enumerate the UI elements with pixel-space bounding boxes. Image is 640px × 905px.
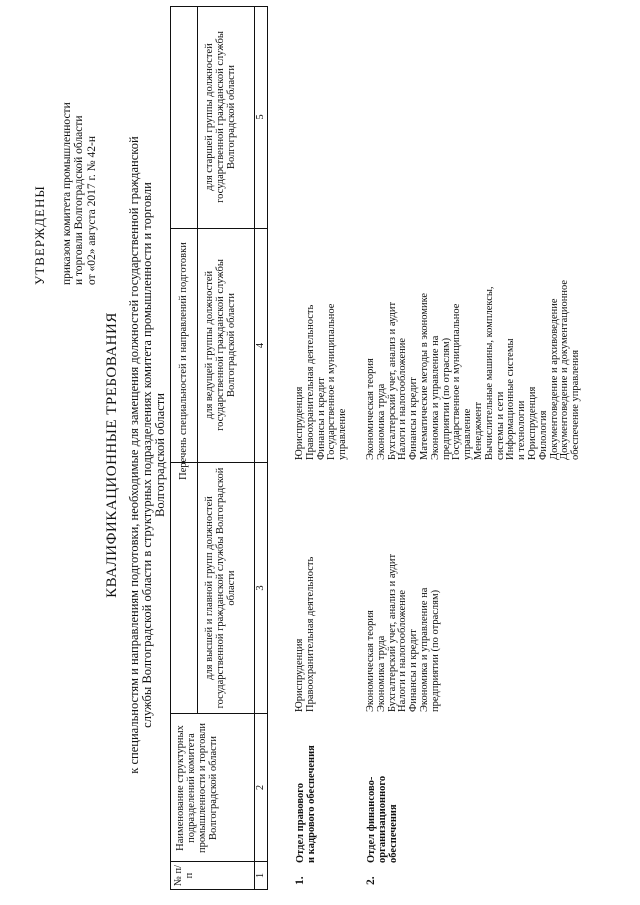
specialty-item: Налоги и налогообложение bbox=[397, 337, 409, 460]
specialty-item: Экономика и управление на bbox=[429, 335, 441, 460]
specialty-item: и технологии bbox=[516, 400, 528, 460]
row-col3-specialties bbox=[366, 554, 442, 712]
specialty-item: Экономическая теория bbox=[365, 610, 376, 712]
header-col3: для высшей и главной групп должностей государственной гражданской службы Волгоградской области bbox=[204, 467, 237, 709]
specialty-item: Юриспруденция bbox=[294, 638, 305, 712]
specialty-item: Экономика и управление на bbox=[418, 587, 430, 712]
row-number: 2. bbox=[365, 876, 377, 885]
division-name-line: Отдел финансово- bbox=[366, 776, 377, 863]
approval-line: и торговли Волгоградской области bbox=[73, 115, 85, 285]
specialty-item: Юриспруденция bbox=[294, 386, 305, 460]
approval-line: приказом комитета промышленности bbox=[60, 102, 73, 285]
row-division-name bbox=[295, 713, 317, 863]
column-divider bbox=[171, 713, 267, 714]
specialty-item: Правоохранительная деятельность bbox=[304, 304, 316, 460]
division-name-line: Отдел правового bbox=[295, 782, 306, 863]
specialty-item: Государственное и муниципальное bbox=[326, 303, 338, 460]
header-spec-group: Перечень специальностей и направлений подготовки bbox=[178, 242, 189, 480]
division-name-line: организационного bbox=[377, 775, 388, 863]
row-col3-specialties bbox=[295, 557, 317, 712]
specialty-item: Филология bbox=[537, 410, 549, 460]
specialty-item: Информационные системы bbox=[505, 338, 517, 460]
specialty-item: Финансы и кредит bbox=[408, 377, 420, 460]
subtitle-line: службы Волгоградской области в структурных подразделениях комитета промышленности и торговли bbox=[140, 182, 154, 728]
row-divider bbox=[197, 7, 198, 714]
col-number: 4 bbox=[255, 342, 266, 349]
specialty-item: Налоги и налогообложение bbox=[397, 589, 409, 712]
specialty-item: Юриспруденция bbox=[526, 386, 538, 460]
row-col4-specialties bbox=[366, 280, 582, 460]
specialty-item: обеспечение управления bbox=[570, 349, 582, 460]
header-num: № п/п bbox=[173, 864, 195, 887]
header-division: Наименование структурных подразделений комитета промышленности и торговли Волгоградской области bbox=[175, 723, 219, 854]
division-name-line: и кадрового обеспечения bbox=[306, 745, 317, 863]
row-division-name bbox=[366, 713, 399, 863]
specialty-item: Экономика труда bbox=[375, 635, 387, 712]
specialty-item: Менеджмент bbox=[472, 401, 484, 460]
document-title: КВАЛИФИКАЦИОННЫЕ ТРЕБОВАНИЯ bbox=[104, 312, 120, 598]
document-subtitle bbox=[128, 105, 167, 805]
col-number: 5 bbox=[255, 114, 266, 120]
specialty-item: Экономическая теория bbox=[365, 358, 376, 460]
approval-line: от «02» августа 2017 г. № 42-н bbox=[85, 135, 98, 285]
specialty-item: предприятии (по отраслям) bbox=[429, 589, 441, 712]
specialty-item: Финансы и кредит bbox=[408, 629, 420, 712]
specialty-item: Экономика труда bbox=[375, 383, 387, 460]
specialty-item: Государственное и муниципальное bbox=[451, 303, 463, 460]
column-divider bbox=[171, 861, 267, 862]
specialty-item: управление bbox=[337, 408, 349, 460]
specialty-item: Финансы и кредит bbox=[315, 377, 327, 460]
division-name-line: обеспечения bbox=[388, 804, 399, 863]
specialty-item: системы и сети bbox=[494, 391, 506, 460]
approval-block bbox=[34, 0, 98, 285]
row-col4-specialties bbox=[295, 304, 349, 460]
col-number: 3 bbox=[255, 585, 266, 591]
col-number: 2 bbox=[255, 784, 266, 791]
subtitle-line: к специальностям и направлениям подготовки, необходимые для замещения должностей государственной гражданской bbox=[127, 136, 141, 774]
specialty-item: предприятии (по отраслям) bbox=[440, 337, 452, 460]
specialty-item: Вычислительные машины, комплексы, bbox=[483, 286, 495, 460]
approval-heading: УТВЕРЖДЕНЫ bbox=[32, 185, 47, 285]
subtitle-line: Волгоградской области bbox=[153, 393, 167, 517]
specialty-item: Математические методы в экономике bbox=[418, 292, 430, 460]
specialty-item: Правоохранительная деятельность bbox=[304, 556, 316, 712]
specialty-item: Документоведение и архивоведение bbox=[548, 298, 560, 460]
header-col4: для ведущей группы должностей государственной гражданской службы Волгоградской области bbox=[204, 259, 237, 431]
specialty-item: Документоведение и документационное bbox=[559, 279, 571, 460]
specialty-item: Бухгалтерский учет, анализ и аудит bbox=[386, 301, 398, 460]
row-number: 1. bbox=[294, 876, 306, 885]
specialty-item: Бухгалтерский учет, анализ и аудит bbox=[386, 553, 398, 712]
col-number: 1 bbox=[255, 872, 266, 879]
requirements-table-header bbox=[170, 6, 268, 890]
header-col5: для старшей группы должностей государственной гражданской службы Волгоградской области bbox=[204, 31, 237, 203]
specialty-item: управление bbox=[462, 408, 474, 460]
